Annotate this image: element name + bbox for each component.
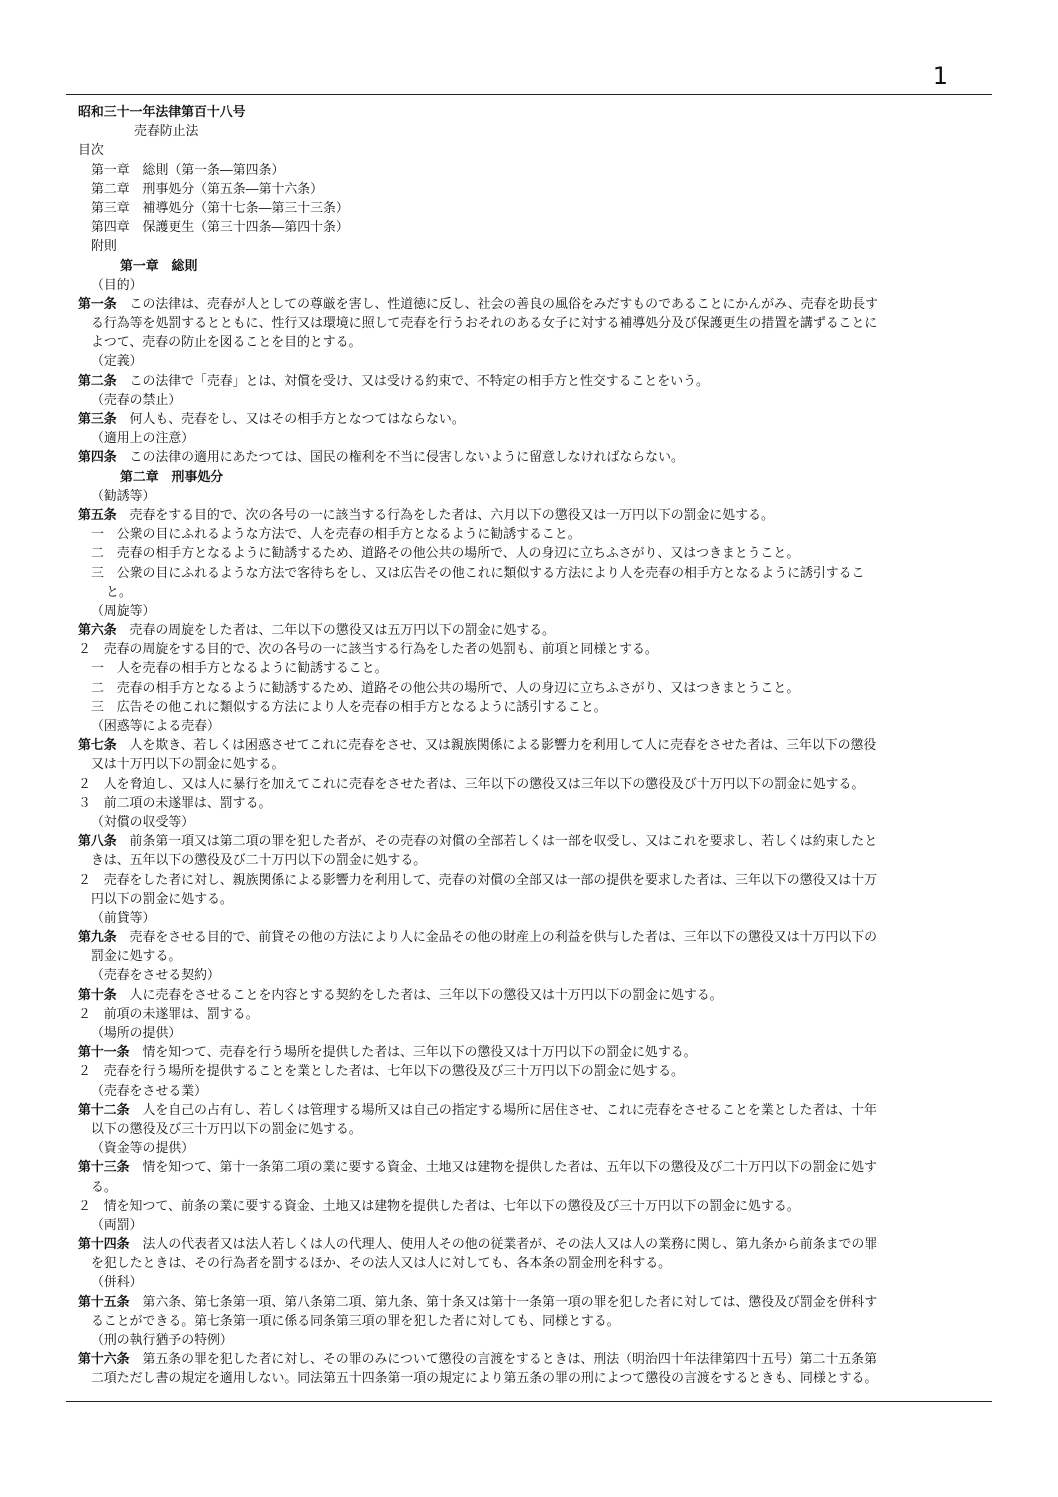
article-text-cont: 二項ただし書の規定を適用しない。同法第五十四条第一項の規定により第五条の罪の刑によつて懲役の言渡をするときも、同様とする。	[91, 1371, 878, 1387]
article-item: 一 人を売春の相手方となるように勧誘すること。	[91, 661, 388, 677]
article-caption: （困惑等による売春）	[91, 719, 220, 734]
toc-chapter-2: 第二章 刑事処分（第五条―第十六条）	[91, 181, 324, 197]
article-text-cont: 罰金に処する。	[91, 949, 182, 965]
article-number: 第一条	[78, 296, 117, 312]
article-number: 第二条	[78, 373, 117, 389]
article-number: 第十四条	[78, 1237, 130, 1253]
article-paragraph: ２ 売春をした者に対し、親族関係による影響力を利用して、売春の対償の全部又は一部の提供を要求した者は、三年以下の懲役又は十万	[78, 872, 877, 888]
article-number: 第十一条	[78, 1045, 130, 1061]
article-paragraph: ２ 売春の周旋をする目的で、次の各号の一に該当する行為をした者の処罰も、前項と同様とする。	[78, 642, 658, 658]
article-number: 第十三条	[78, 1160, 130, 1176]
article-text: 第四条 この法律の適用にあたつては、国民の権利を不当に侵害しないように留意しなければならない。	[78, 450, 684, 466]
article-text-cont: きは、五年以下の懲役及び二十万円以下の罰金に処する。	[91, 853, 427, 869]
article-caption: （適用上の注意）	[91, 431, 195, 447]
article-number: 第六条	[78, 623, 117, 639]
toc-chapter-3: 第三章 補導処分（第十七条―第三十三条）	[91, 200, 349, 216]
article-text-cont: ることができる。第七条第一項に係る同条第三項の罪を犯した者に対しても、同様とする。	[91, 1313, 620, 1329]
article-number: 第十二条	[78, 1102, 130, 1118]
header-rule	[66, 94, 992, 95]
document-body	[78, 103, 984, 1389]
article-number: 第十六条	[78, 1352, 130, 1368]
article-text-cont: る。	[91, 1179, 117, 1195]
article-paragraph: ３ 前二項の未遂罪は、罰する。	[78, 795, 272, 811]
article-item: 二 売春の相手方となるように勧誘するため、道路その他公共の場所で、人の身辺に立ちふさがり、又はつきまとうこと。	[91, 680, 800, 696]
article-number: 第八条	[78, 834, 117, 850]
article-text: 第七条 人を欺き、若しくは困惑させてこれに売春をさせ、又は親族関係による影響力を利用して人に売春をさせた者は、三年以下の懲役	[78, 738, 877, 754]
article-number: 第十条	[78, 987, 117, 1003]
article-text: 第一条 この法律は、売春が人としての尊厳を害し、性道徳に反し、社会の善良の風俗をみだすものであることにかんがみ、売春を助長す	[78, 296, 878, 312]
article-text-cont: 以下の懲役及び三十万円以下の罰金に処する。	[91, 1121, 362, 1137]
article-text: 第十三条 情を知つて、第十一条第二項の業に要する資金、土地又は建物を提供した者は、五年以下の懲役及び二十万円以下の罰金に処す	[78, 1160, 877, 1176]
article-item: 二 売春の相手方となるように勧誘するため、道路その他公共の場所で、人の身辺に立ちふさがり、又はつきまとうこと。	[91, 546, 800, 562]
toc-chapter-1: 第一章 総則（第一条―第四条）	[91, 162, 285, 178]
article-text-cont: 又は十万円以下の罰金に処する。	[91, 757, 285, 773]
law-number: 昭和三十一年法律第百十八号	[78, 105, 246, 120]
footer-rule	[66, 1401, 992, 1402]
article-item: 一 公衆の目にふれるような方法で、人を売春の相手方となるように勧誘すること。	[91, 527, 581, 543]
article-number: 第十五条	[78, 1294, 130, 1310]
article-text-cont: る行為等を処罰するとともに、性行又は環境に照して売春を行うおそれのある女子に対する補導処分及び保護更生の措置を講ずることに	[91, 316, 878, 332]
article-caption: （前貸等）	[91, 910, 156, 926]
article-caption: （売春をさせる契約）	[91, 968, 220, 984]
article-paragraph: ２ 前項の未遂罪は、罰する。	[78, 1006, 259, 1022]
law-title: 売春防止法	[134, 124, 199, 140]
article-caption: （売春の禁止）	[91, 392, 182, 408]
article-text: 第九条 売春をさせる目的で、前貸その他の方法により人に金品その他の財産上の利益を供与した者は、三年以下の懲役又は十万円以下の	[78, 930, 877, 946]
article-paragraph: ２ 売春を行う場所を提供することを業とした者は、七年以下の懲役及び三十万円以下の罰金に処する。	[78, 1064, 684, 1080]
article-caption: （目的）	[91, 277, 143, 293]
chapter-heading: 第一章 総則	[120, 258, 198, 274]
article-caption: （併科）	[91, 1275, 143, 1291]
article-text: 第十四条 法人の代表者又は法人若しくは人の代理人、使用人その他の従業者が、その法人又は人の業務に関し、第九条から前条までの罪	[78, 1237, 878, 1253]
toc-appendix: 附則	[91, 239, 117, 255]
article-text: 第十条 人に売春をさせることを内容とする契約をした者は、三年以下の懲役又は十万円以下の罰金に処する。	[78, 987, 723, 1003]
article-number: 第九条	[78, 930, 117, 946]
article-item: 三 公衆の目にふれるような方法で客待ちをし、又は広告その他これに類似する方法により人を売春の相手方となるように誘引するこ	[91, 565, 865, 581]
article-text: 第三条 何人も、売春をし、又はその相手方となつてはならない。	[78, 412, 465, 427]
article-number: 第七条	[78, 738, 117, 754]
article-text-cont: を犯したときは、その行為者を罰するほか、その法人又は人に対しても、各本条の罰金刑を科する。	[91, 1256, 672, 1272]
article-caption: （周旋等）	[91, 603, 156, 619]
article-text: 第五条 売春をする目的で、次の各号の一に該当する行為をした者は、六月以下の懲役又は一万円以下の罰金に処する。	[78, 507, 774, 523]
article-text: 第十二条 人を自己の占有し、若しくは管理する場所又は自己の指定する場所に居住させ、これに売春をさせることを業とした者は、十年	[78, 1102, 877, 1118]
article-number: 第五条	[78, 507, 117, 523]
article-caption: （場所の提供）	[91, 1026, 182, 1041]
article-text: 第八条 前条第一項又は第二項の罪を犯した者が、その売春の対償の全部若しくは一部を収受し、又はこれを要求し、若しくは約束したと	[78, 834, 878, 850]
article-text: 第二条 この法律で「売春」とは、対償を受け、又は受ける約束で、不特定の相手方と性交することをいう。	[78, 373, 709, 389]
article-text: 第六条 売春の周旋をした者は、二年以下の懲役又は五万円以下の罰金に処する。	[78, 623, 555, 639]
article-item-cont: と。	[106, 584, 132, 600]
article-paragraph: ２ 情を知つて、前条の業に要する資金、土地又は建物を提供した者は、七年以下の懲役及び三十万円以下の罰金に処する。	[78, 1198, 800, 1214]
chapter-heading: 第二章 刑事処分	[120, 469, 224, 485]
article-caption: （対償の収受等）	[91, 814, 195, 830]
article-caption: （売春をさせる業）	[91, 1083, 208, 1099]
article-number: 第四条	[78, 450, 117, 466]
article-caption: （刑の執行猶予の特例）	[91, 1333, 233, 1348]
article-caption: （定義）	[91, 354, 143, 370]
article-caption: （資金等の提供）	[91, 1141, 195, 1157]
article-number: 第三条	[78, 412, 117, 427]
article-text: 第十六条 第五条の罪を犯した者に対し、その罪のみについて懲役の言渡をするときは、刑法（明治四十年法律第四十五号）第二十五条第	[78, 1352, 877, 1368]
toc-label: 目次	[78, 143, 104, 159]
article-text: 第十一条 情を知つて、売春を行う場所を提供した者は、三年以下の懲役又は十万円以下の罰金に処する。	[78, 1045, 697, 1061]
article-paragraph: ２ 人を脅迫し、又は人に暴行を加えてこれに売春をさせた者は、三年以下の懲役又は三年以下の懲役及び十万円以下の罰金に処する。	[78, 776, 865, 792]
article-paragraph-cont: 円以下の罰金に処する。	[91, 891, 233, 907]
article-item: 三 広告その他これに類似する方法により人を売春の相手方となるように誘引すること。	[91, 699, 607, 715]
article-text-cont: よつて、売春の防止を図ることを目的とする。	[91, 335, 362, 351]
article-caption: （勧誘等）	[91, 488, 156, 504]
toc-chapter-4: 第四章 保護更生（第三十四条―第四十条）	[91, 220, 349, 236]
article-caption: （両罰）	[91, 1217, 143, 1233]
article-text: 第十五条 第六条、第七条第一項、第八条第二項、第九条、第十条又は第十一条第一項の罪を犯した者に対しては、懲役及び罰金を併科す	[78, 1294, 878, 1310]
page-number: 1	[932, 62, 948, 90]
